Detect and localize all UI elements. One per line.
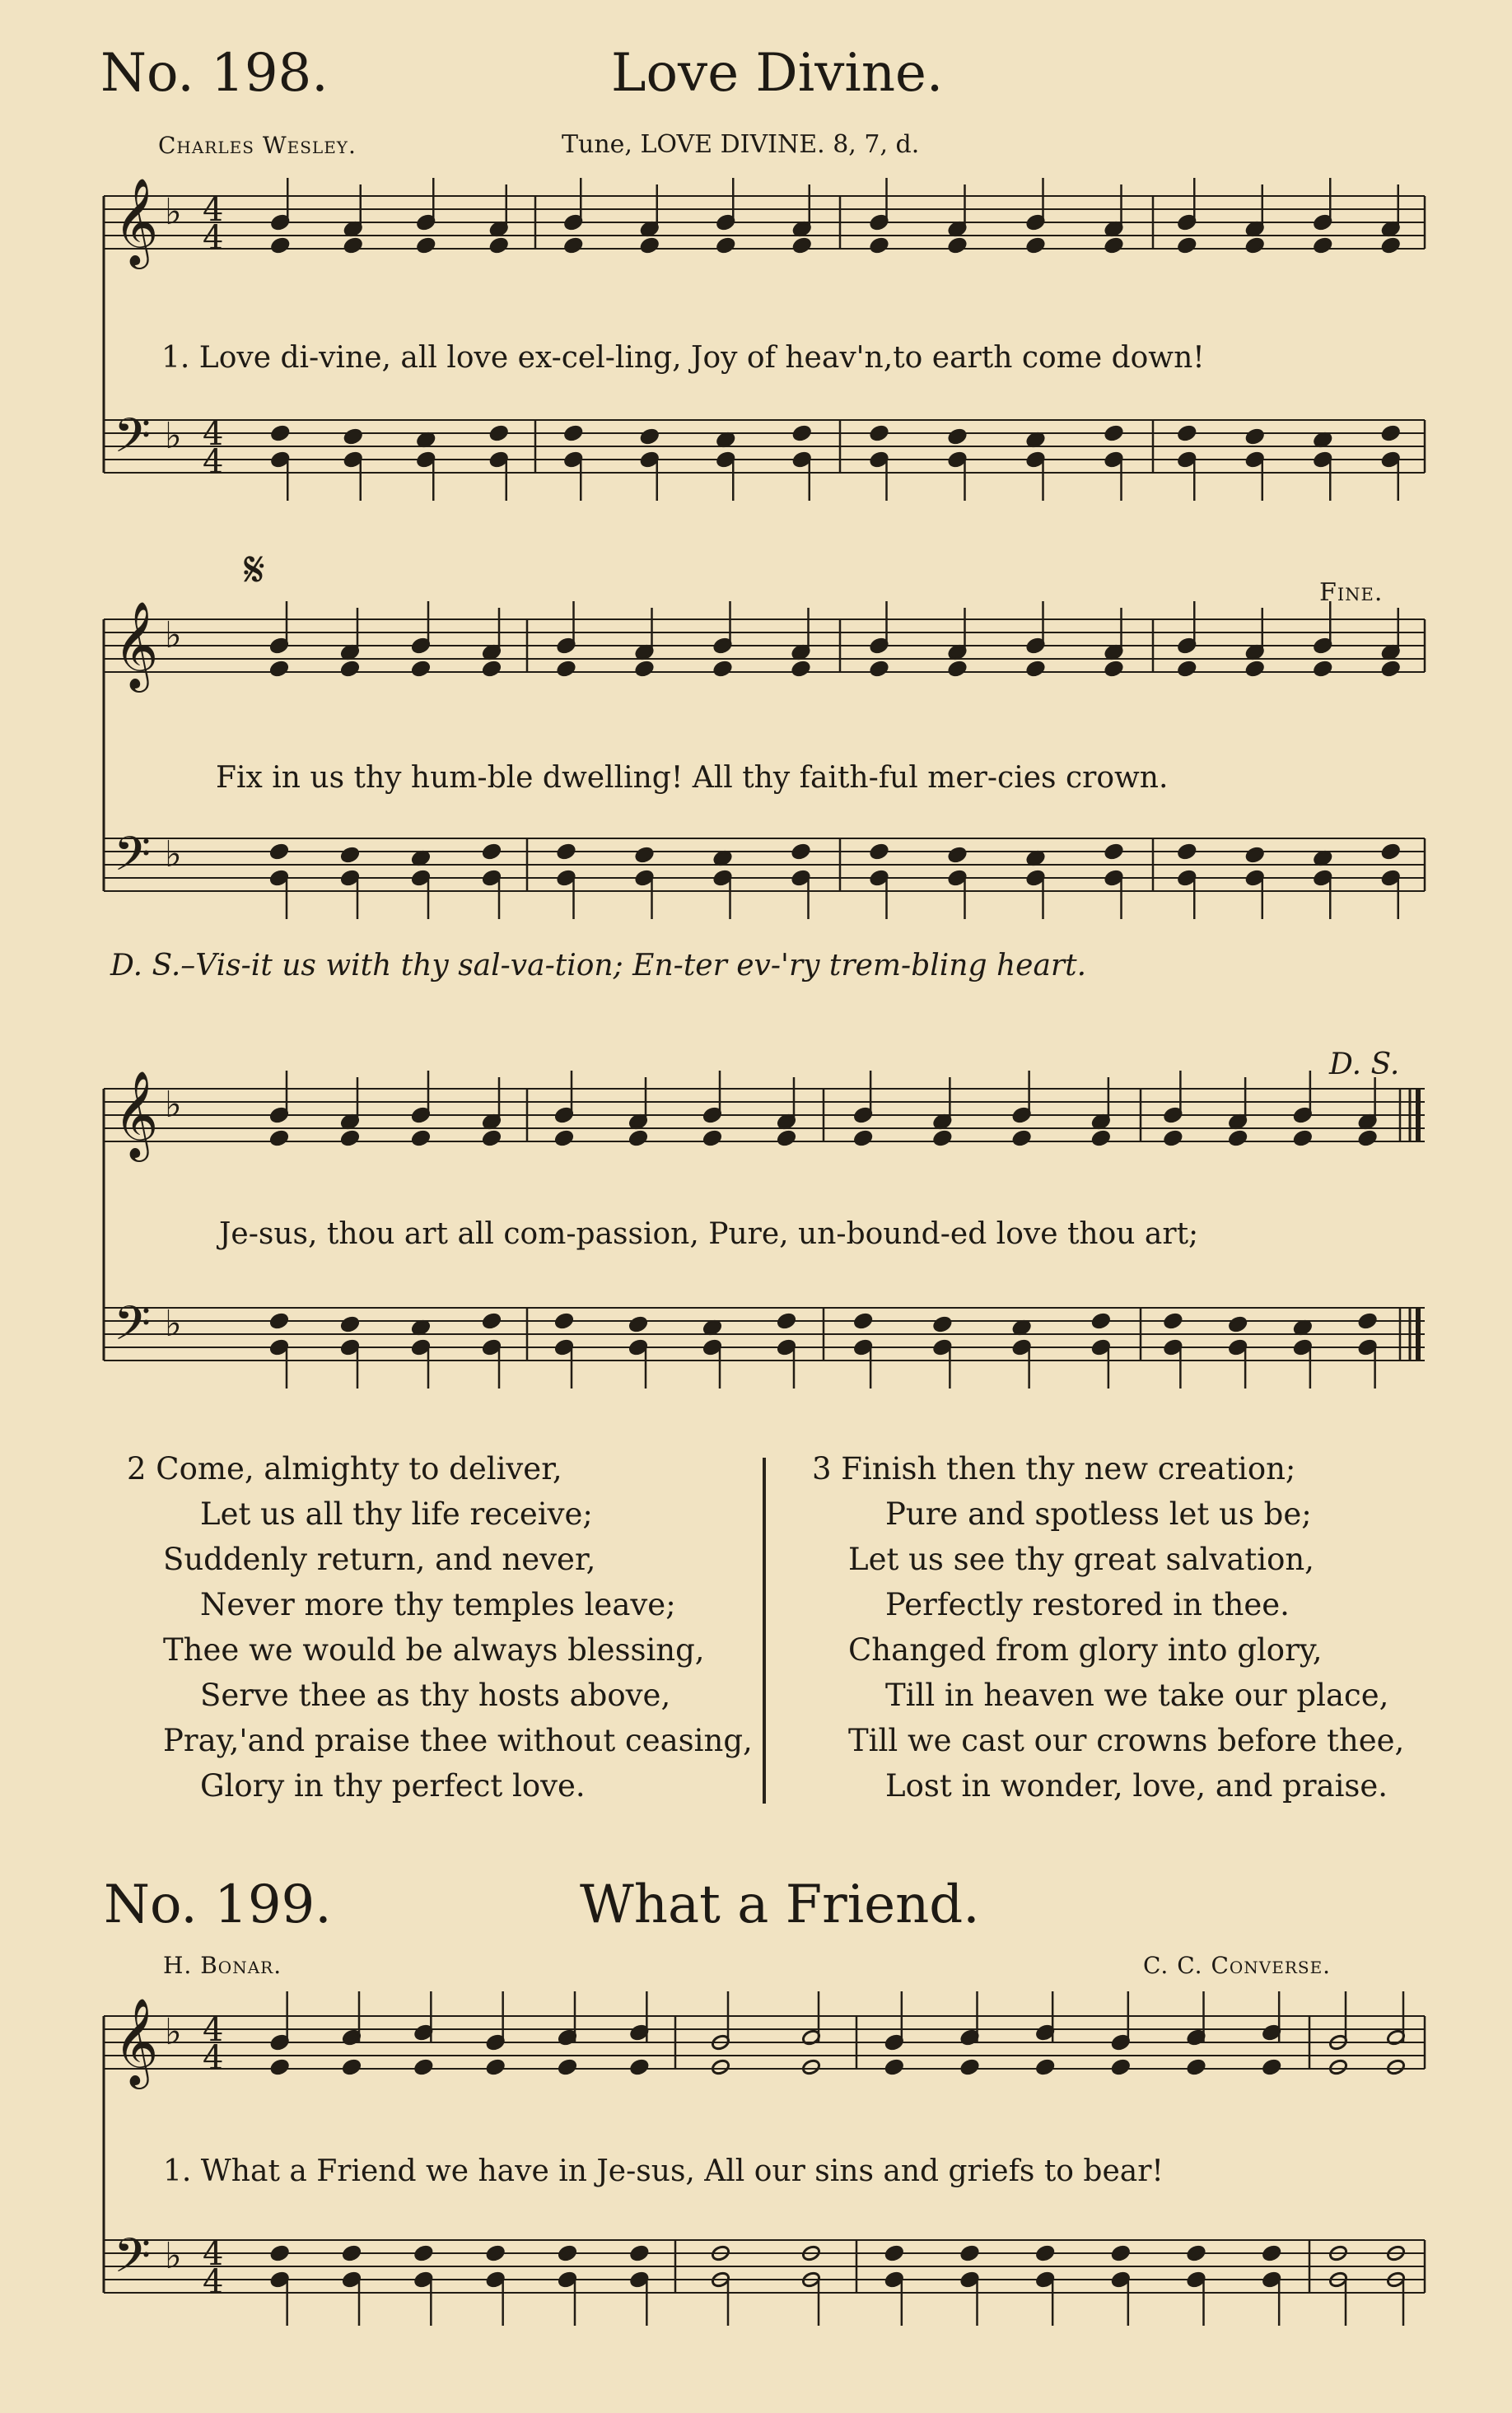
time-sig-mark: 4 [203,2011,224,2049]
notehead [1381,236,1401,254]
notehead [716,236,735,254]
notehead [1177,842,1197,860]
notehead [563,236,583,254]
notehead [554,1312,574,1329]
segno-icon: 𝄋 [244,541,265,599]
verse-3 [812,1446,1404,1809]
notehead [269,660,289,677]
verse-2-line: Thee we would be always blessing, [163,1632,705,1668]
time-sig-mark: 4 [203,2235,224,2273]
notehead [1012,1129,1032,1146]
notehead [1293,1129,1313,1146]
verse-3-line: 3 Finish then thy new creation; [812,1451,1296,1487]
notehead [1104,660,1123,677]
notehead [270,424,290,441]
notehead [1358,1129,1378,1146]
notehead [628,1315,648,1333]
hymn-199-composer: C. C. Converse. [1143,1952,1332,1979]
notehead [411,660,431,677]
notehead [1386,2058,1406,2075]
notehead [413,2244,433,2261]
notehead [340,846,360,863]
notehead [343,236,363,254]
notehead [270,2244,290,2261]
notehead [340,1129,360,1146]
notehead [489,236,509,254]
flat-sign-icon: ♭ [165,833,182,875]
notehead [1104,424,1123,441]
verse-2 [127,1446,753,1809]
notehead [947,846,967,863]
notehead [628,1129,648,1146]
notehead [411,1129,431,1146]
hymn-198-lyric-line-1: 1. Love di-vine, all love ex-cel-ling, Joy of heav'n,to earth come down! [161,341,1205,375]
notehead [1111,2244,1131,2261]
verse-2-line: Pray,'and praise thee without ceasing, [163,1723,753,1758]
notehead [340,1315,360,1333]
notehead [270,2058,290,2075]
notehead [1381,842,1401,860]
notehead [1313,660,1332,677]
time-sig-mark: 4 [203,191,224,229]
verse-3-line: Till we cast our crowns before thee, [848,1723,1405,1758]
notehead [1262,2244,1281,2261]
notehead [489,424,509,441]
flat-sign-icon: ♭ [165,1084,182,1126]
hymn-198-title: Love Divine. [611,43,944,104]
notehead [869,842,889,860]
notehead [269,1129,289,1146]
notehead [1228,1129,1248,1146]
hymn-199-lyric-line-1: 1. What a Friend we have in Je-sus, All our sins and griefs to bear! [163,2154,1164,2188]
time-sig-mark: 4 [203,219,224,257]
notehead [556,660,576,677]
notehead [416,236,436,254]
notehead [554,1129,574,1146]
bass-clef-icon: 𝄢 [114,826,152,894]
verse-3-line: Let us see thy great salvation, [848,1542,1314,1577]
notehead [1035,2244,1055,2261]
notehead [702,1129,722,1146]
notehead [932,1129,952,1146]
notehead [1177,424,1197,441]
fine-marking: Fine. [1319,578,1384,607]
verse-divider [763,1458,766,1804]
hymn-199-title: What a Friend. [580,1874,980,1935]
notehead [1328,2058,1348,2075]
notehead [777,1129,796,1146]
notehead [270,236,290,254]
treble-clef-icon: 𝄞 [114,1997,159,2085]
notehead [342,2058,362,2075]
treble-clef-icon: 𝄞 [114,1070,159,1158]
verse-3-line: Changed from glory into glory, [848,1632,1323,1668]
notehead [853,1129,873,1146]
notehead [1091,1129,1111,1146]
notehead [269,842,289,860]
flat-sign-icon: ♭ [165,2235,182,2277]
time-sig-mark: 4 [203,415,224,453]
hymn-198-author: Charles Wesley. [158,132,357,159]
flat-sign-icon: ♭ [165,2011,182,2053]
ds-marking: D. S. [1329,1048,1400,1081]
notehead [884,2244,904,2261]
notehead [413,2058,433,2075]
time-sig-mark: 4 [203,443,224,481]
flat-sign-icon: ♭ [165,1303,182,1345]
notehead [947,236,967,254]
notehead [482,660,502,677]
notehead [869,236,889,254]
notehead [629,2058,649,2075]
time-sig-mark: 4 [203,2039,224,2077]
notehead [1262,2058,1281,2075]
notehead [1381,660,1401,677]
notehead [486,2058,506,2075]
verse-2-line: Never more thy temples leave; [200,1587,676,1622]
notehead [556,842,576,860]
notehead [869,660,889,677]
notehead [563,424,583,441]
hymn-198-tune: Tune, LOVE DIVINE. 8, 7, d. [562,130,920,159]
verse-3-line: Lost in wonder, love, and praise. [885,1768,1388,1804]
notehead [959,2244,979,2261]
notehead [340,660,360,677]
notehead [932,1315,952,1333]
notehead [792,236,812,254]
notehead [1313,236,1332,254]
notehead [1104,236,1123,254]
notehead [1186,2058,1206,2075]
verse-2-line: Suddenly return, and never, [163,1542,596,1577]
notehead [1245,846,1265,863]
notehead [777,1312,796,1329]
notehead [1358,1312,1378,1329]
notehead [482,842,502,860]
notehead [640,427,660,445]
notehead [640,236,660,254]
treble-clef-icon: 𝄞 [114,600,159,688]
notehead [1111,2058,1131,2075]
notehead [1381,424,1401,441]
notehead [634,846,654,863]
flat-sign-icon: ♭ [165,191,182,233]
hymn-199-number: No. 199. [104,1874,332,1935]
verse-2-line: Serve thee as thy hosts above, [200,1678,671,1713]
notehead [1245,427,1265,445]
notehead [1245,660,1265,677]
notehead [482,1312,502,1329]
verse-3-line: Till in heaven we take our place, [885,1678,1389,1713]
notehead [801,2058,821,2075]
notehead [712,660,732,677]
notehead [1035,2058,1055,2075]
notehead [791,842,810,860]
hymn-199-author: H. Bonar. [163,1952,282,1979]
time-sig-mark: 4 [203,2263,224,2301]
notehead [269,1312,289,1329]
treble-clef-icon: 𝄞 [114,177,159,265]
notehead [486,2244,506,2261]
notehead [947,660,967,677]
notehead [791,660,810,677]
notehead [1163,1129,1183,1146]
notehead [1177,236,1197,254]
notehead [711,2058,730,2075]
notehead [1245,236,1265,254]
notehead [947,427,967,445]
notehead [634,660,654,677]
notehead [1186,2244,1206,2261]
notehead [482,1129,502,1146]
hymn-198-lyric-line-2: Fix in us thy hum-ble dwelling! All thy faith-ful mer-cies crown. [216,761,1169,795]
notehead [869,424,889,441]
notehead [884,2058,904,2075]
notehead [1177,660,1197,677]
hymn-198-lyric-line-3: Je-sus, thou art all com-passion, Pure, un-bound-ed love thou art; [219,1217,1199,1251]
notehead [1091,1312,1111,1329]
notehead [558,2244,577,2261]
verse-2-line: Let us all thy life receive; [200,1496,593,1532]
notehead [343,427,363,445]
notehead [1104,842,1123,860]
bass-clef-icon: 𝄢 [114,1295,152,1363]
bass-clef-icon: 𝄢 [114,408,152,475]
notehead [1163,1312,1183,1329]
hymn-198-ds-line: D. S.–Vis-it us with thy sal-va-tion; En-ter ev-'ry trem-bling heart. [110,949,1087,982]
verse-3-line: Pure and spotless let us be; [885,1496,1312,1532]
notehead [558,2058,577,2075]
notehead [1228,1315,1248,1333]
notehead [342,2244,362,2261]
notehead [1025,660,1045,677]
notehead [629,2244,649,2261]
notehead [853,1312,873,1329]
notehead [792,424,812,441]
flat-sign-icon: ♭ [165,415,182,457]
hymn-198-number: No. 198. [100,43,329,104]
notehead [959,2058,979,2075]
flat-sign-icon: ♭ [165,614,182,656]
verse-2-line: Glory in thy perfect love. [200,1768,586,1804]
bass-clef-icon: 𝄢 [114,2228,152,2295]
verse-2-line: 2 Come, almighty to deliver, [127,1451,562,1487]
verse-3-line: Perfectly restored in thee. [885,1587,1290,1622]
notehead [1025,236,1045,254]
